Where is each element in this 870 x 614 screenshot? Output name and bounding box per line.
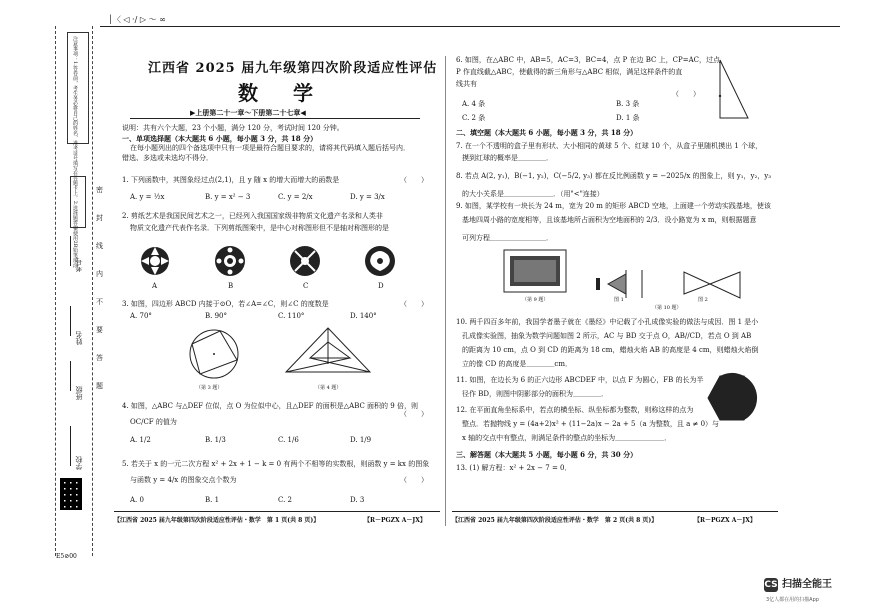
- section-1-note-2: 错选、多选或未选均不得分．: [122, 154, 213, 162]
- q6-option: D. 1 条: [616, 114, 640, 122]
- question-9-line-3: 可列方程＿＿＿＿＿＿＿＿．: [462, 234, 553, 242]
- side-footer-code: E5⊘00: [56, 553, 77, 560]
- question-5-line-1: 5. 若关于 x 的一元二次方程 x² + 2x + 1 − k = 0 有两个不相等的实数根，则函数 y = kx 的图象: [122, 460, 430, 468]
- papercut-a: [141, 247, 169, 275]
- figure-10-2-caption: 图 2: [698, 297, 708, 303]
- figure-11-hexagon: [706, 372, 758, 424]
- question-11-line-2: 径作 BD，则图中阴影部分的面积为＿＿＿＿．: [462, 390, 608, 398]
- name-line: [70, 306, 71, 336]
- exam-no-label: 考号: [75, 258, 83, 272]
- q2-option-b: B: [228, 282, 234, 290]
- figure-9-rect-plot: [502, 248, 572, 296]
- section-3-heading: 三、解答题（本大题共 5 小题，每小题 6 分，共 30 分）: [456, 450, 638, 459]
- question-1: 1. 下列函数中，其图象经过点(2,1)，且 y 随 x 的增大而增大的函数是: [122, 176, 340, 184]
- figure-6-triangle: [714, 56, 754, 126]
- page-2-footer: 【江西省 2025 届九年级第四次阶段适应性评估・数学 第 2 页(共 8 页)】: [452, 517, 658, 524]
- q2-option-d: D: [378, 282, 384, 290]
- q1-option: C. y = 2/x: [278, 193, 313, 201]
- page-2-code: 【R－PGZX A－JX】: [694, 517, 756, 524]
- question-6-line-1: 6. 如图，在△ABC 中，AB=5，AC=3，BC=4，点 P 在边 BC 上，CP=AC，过点: [456, 56, 720, 64]
- section-1-note: 在每小题列出的四个备选项中只有一项是最符合题目要求的，请将其代码填入题后括号内．: [130, 144, 410, 152]
- q2-option-c: C: [303, 282, 309, 290]
- q6-option: B. 3 条: [616, 100, 640, 108]
- footer-rule: [114, 511, 440, 512]
- figure-3-caption: （第 3 题）: [196, 385, 223, 391]
- q4-option: A. 1/2: [130, 436, 151, 444]
- subject-title: 数 学: [238, 81, 327, 105]
- question-8-line-1: 8. 若点 A(2, y₁)，B(−1, y₂)，C(−5/2, y₃) 都在反比例函数 y = −2025/x 的图象上，则 y₁，y₂，y₃: [456, 172, 772, 180]
- school-label: 学校: [75, 456, 83, 470]
- q1-option: D. y = 3/x: [350, 193, 385, 201]
- q5-option: A. 0: [130, 496, 144, 504]
- question-3: 3. 如图，四边形 ABCD 内接于⊙O，若∠A=∠C，则∠C 的度数是: [122, 300, 329, 308]
- question-10-line-1: 10. 两千四百多年前，我国学者墨子就在《墨经》中记载了小孔成像实验的做法与成因．图 1 是小: [456, 318, 759, 326]
- seal-char: 要: [96, 326, 103, 334]
- left-page: [110, 56, 440, 536]
- seal-char: 线: [96, 242, 103, 250]
- q5-option: C. 2: [278, 496, 293, 504]
- page-divider: [445, 56, 446, 526]
- question-5-line-2: 与函数 y = 4/x 的图象交点个数为: [130, 476, 237, 484]
- question-6-line-2: P 作直线截△ABC，使截得的新三角形与△ABC 相似，满足这样条件的直: [456, 68, 683, 76]
- question-9-line-1: 9. 如图，某学校有一块长为 24 m，宽为 20 m 的矩形 ABCD 空地，上面建一个劳动实践基地，使该: [456, 202, 771, 210]
- answer-paren: （ ）: [672, 90, 700, 98]
- seal-char: 不: [96, 298, 103, 306]
- range-rule: [130, 118, 420, 119]
- question-10-line-4: 立的像 CD 的高度是＿＿＿＿cm．: [462, 360, 572, 368]
- qr-code: [60, 478, 82, 510]
- question-4-line-1: 4. 如图，△ABC 与△DEF 位似，点 O 为位似中心，且△DEF 的面积是△ABC 面积的 9 倍，则: [122, 402, 418, 410]
- exam-title: 江西省 2025 届九年级第四次阶段适应性评估: [148, 61, 438, 76]
- question-11-line-1: 11. 如图，在边长为 6 的正六边形 ABCDEF 中，以点 F 为圆心，FB 的长为半: [456, 376, 704, 384]
- question-4-line-2: OC/CF 的值为: [130, 418, 177, 426]
- instructions: 说明：共有六个大题，23 个小题，满分 120 分，考试时间 120 分钟。: [122, 124, 344, 132]
- figure-10-1-caption: 图 1: [614, 297, 624, 303]
- exam-no-line: [70, 236, 71, 266]
- q5-option: D. 3: [350, 496, 365, 504]
- q3-option: A. 70°: [130, 312, 152, 320]
- footer-rule: [452, 511, 778, 512]
- figure-3-circle-quad: [180, 322, 250, 384]
- q5-option: B. 1: [205, 496, 220, 504]
- question-10-line-3: 的距离为 10 cm，点 O 到 CD 的距离为 18 cm，蜡烛火焰 AB 的高度是 4 cm，则蜡烛火焰倒: [462, 346, 759, 354]
- answer-paren: （ ）: [400, 410, 428, 418]
- right-page: [452, 56, 782, 536]
- q4-option: C. 1/6: [278, 436, 299, 444]
- school-line: [70, 426, 71, 466]
- papercut-c: [290, 246, 320, 276]
- answer-paren: （ ）: [400, 176, 428, 184]
- q6-option: A. 4 条: [462, 100, 486, 108]
- seal-chars: [96, 176, 104, 400]
- q4-option: D. 1/9: [350, 436, 372, 444]
- seal-char: 封: [96, 214, 103, 222]
- top-marks: │〈 ◁ ·/ ▷ ～ ∞: [108, 15, 166, 24]
- question-9-line-2: 基地四周小路的宽度相等，且该基地所占面积为空地面积的 2/3．设小路宽为 x m，则根据题意: [462, 216, 757, 224]
- question-2-line-1: 2. 剪纸艺术是我国民间艺术之一，已经列入我国国家级非物质文化遗产名录和人类非: [122, 212, 383, 220]
- camscanner-name: 扫描全能王: [782, 579, 832, 590]
- q4-option: B. 1/3: [205, 436, 226, 444]
- page-1-code: 【R－PGZX A－JX】: [364, 517, 426, 524]
- figure-4-similar-triangles: [278, 324, 378, 386]
- question-7-line-1: 7. 在一个不透明的盒子里有形状、大小相同的黄球 5 个、红球 10 个，从盒子里随机摸出 1 个球，: [456, 142, 763, 150]
- question-2-line-2: 物质文化遗产代表作名录．下列剪纸图案中，是中心对称图形但不是轴对称图形的是: [130, 224, 389, 232]
- camscanner-logo: CS: [764, 580, 778, 590]
- q1-option: B. y = x² − 3: [205, 193, 251, 201]
- q3-option: D. 140°: [350, 312, 377, 320]
- papercut-b: [215, 246, 245, 276]
- camscanner-tagline: 3亿人都在用的扫描App: [766, 597, 819, 603]
- figure-10-caption: （第 10 题）: [652, 305, 682, 311]
- figure-4-caption: （第 4 题）: [315, 385, 342, 391]
- question-12-line-1: 12. 在平面直角坐标系中，若点的横坐标、纵坐标都为整数，则称这样的点为: [456, 406, 694, 414]
- binding-strip: [0, 26, 103, 586]
- question-12-line-2: 整点．若抛物线 y = (4a+2)x² + (11−2a)x − 2a + 5（a 为整数，且 a ≠ 0）与: [462, 420, 720, 428]
- seal-char: 内: [96, 270, 103, 278]
- question-7-line-2: 摸到红球的概率是＿＿＿＿．: [462, 154, 553, 162]
- figure-9-caption: （第 9 题）: [522, 297, 549, 303]
- q2-option-a: A: [152, 282, 158, 290]
- question-10-line-2: 孔成像实验图，抽象为数学问题如图 2 所示，AC 与 BD 交于点 O，AB//CD，若点 O 到 AB: [462, 332, 752, 340]
- seal-char: 题: [96, 382, 103, 390]
- question-12-line-3: x 轴的交点中有整点，则满足条件的整点的坐标为＿＿＿＿＿＿＿．: [462, 434, 672, 442]
- notice-text: 注意事项：1.答卷前，考生务必将自己的姓名、准考证号填写在答题卡上。2.选择题答案使用2B铅笔填涂: [72, 36, 78, 268]
- question-6-line-3: 线共有: [456, 80, 477, 88]
- top-rule: [100, 26, 840, 27]
- papercut-figures: [130, 239, 420, 287]
- seal-line: [92, 26, 93, 556]
- class-label: 班级: [75, 386, 83, 400]
- question-13: 13. (1) 解方程：x² + 2x − 7 = 0．: [456, 464, 572, 472]
- answer-paren: （ ）: [400, 300, 428, 308]
- section-2-heading: 二、填空题（本大题共 6 小题，每小题 3 分，共 18 分）: [456, 128, 638, 137]
- q1-option: A. y = ½x: [130, 193, 165, 201]
- seal-char: 答: [96, 354, 103, 362]
- seal-char: 密: [96, 186, 103, 194]
- papercut-d: [365, 246, 395, 276]
- answer-paren: （ ）: [400, 476, 428, 484]
- notice-label-box: [70, 176, 86, 228]
- q6-option: C. 2 条: [462, 114, 486, 122]
- question-8-line-2: 的大小关系是＿＿＿＿＿＿＿．（用"<"连接）: [462, 190, 604, 198]
- range-band: ▶上册第二十一章～下册第二十七章◀: [190, 108, 306, 117]
- q3-option: B. 90°: [205, 312, 228, 320]
- page-1-footer: 【江西省 2025 届九年级第四次阶段适应性评估・数学 第 1 页(共 8 页)】: [114, 517, 320, 524]
- cut-line: [55, 26, 56, 556]
- name-label: 姓名: [75, 331, 83, 345]
- q3-option: C. 110°: [278, 312, 305, 320]
- section-1-heading: 一、单项选择题（本大题共 6 小题，每小题 3 分，共 18 分）: [122, 134, 318, 143]
- class-line: [70, 361, 71, 391]
